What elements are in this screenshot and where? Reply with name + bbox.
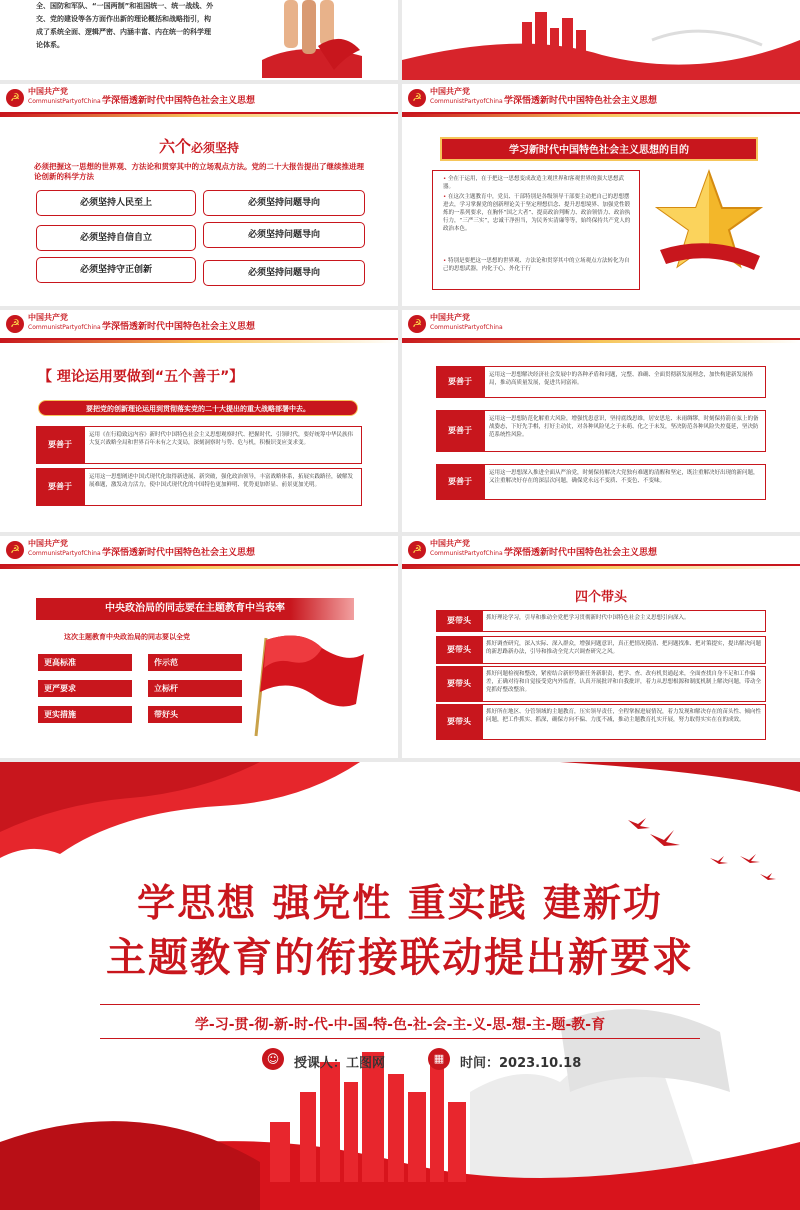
- good-tag-1: 要善于: [36, 426, 84, 464]
- must-item-3: 必须坚持守正创新: [36, 257, 196, 283]
- must-item-5: 必须坚持问题导向: [203, 222, 365, 248]
- good-text-1: 运用《在行稳致远内容》新时代中国特色社会主义思想观察时代、把握时代、引领时代，要好统筹中华民族伟大复兴战略全局和世界百年未有之大变局，深刻洞察时与势、危与机，积极识变应变求变。: [84, 426, 362, 464]
- good-text-5: 运用这一思想深入推进全面从严治党，时刻保持解决大党独有难题的清醒和坚定，既注重解决好出现的新问题，又注重解决好存在的深层次问题，确保党永远不变质、不变色、不变味。: [484, 464, 766, 500]
- header-title: 学深悟透新时代中国特色社会主义思想: [504, 548, 658, 558]
- cover-subtitle: 学-习-贯-彻-新-时-代-中-国-特-色-社-会-主-义-思-想-主-题-教-育: [194, 1017, 606, 1033]
- header-title: 学深悟透新时代中国特色社会主义思想: [102, 548, 256, 558]
- good-text-2: 运用这一思想阐述中国式现代化取得新进展、新突破，强化政治领导，丰富战略体系，拓展实践路径，破解发展难题，激发动力活力，使中国式现代化的中国特色更加鲜明、优势更加彰显、前景更加光明。: [84, 468, 362, 506]
- good-tag-3: 要善于: [436, 366, 484, 398]
- title-number: 六个: [158, 137, 191, 156]
- cover-decor: [0, 762, 800, 1210]
- must-item-2: 必须坚持自信自立: [36, 225, 196, 251]
- example-item-2: 立标杆: [148, 680, 242, 697]
- good-text-3: 运用这一思想解决经济社会发展中的各种矛盾和问题，完整、准确、全面贯彻新发展理念，加快构建新发展格局，推动高质量发展，促进共同富裕。: [484, 366, 766, 398]
- four-title: 四个带头: [574, 590, 627, 605]
- slide-four-leads: [402, 536, 800, 758]
- header-divider: [0, 114, 398, 117]
- lead-tag-3: 要带头: [436, 666, 482, 702]
- lead-tag-1: 要带头: [436, 610, 482, 632]
- lead-tag-4: 要带头: [436, 704, 482, 740]
- party-emblem-icon: ☭: [408, 541, 426, 559]
- must-item-1: 必须坚持人民至上: [36, 190, 196, 216]
- date-text: 时间：2023.10.18: [460, 1056, 582, 1071]
- cover-subtitle-rule: [100, 1004, 700, 1005]
- header-title: 学深悟透新时代中国特色社会主义思想: [102, 322, 256, 332]
- five-banner: 要把党的创新理论运用到贯彻落实党的二十大提出的重大战略部署中去。: [38, 400, 358, 416]
- lecturer-text: 授课人：工图网: [294, 1056, 386, 1071]
- header-divider: [0, 340, 398, 343]
- standard-item-1: 更高标准: [38, 654, 132, 671]
- slide-header: [402, 310, 800, 340]
- header-title: 学深悟透新时代中国特色社会主义思想: [102, 96, 256, 106]
- cover-subtitle-rule-2: [100, 1038, 700, 1039]
- bullet-2: • 在这次主题教育中，党员、干部特别是各级领导干部要主动把自己的思想摆进去，学习掌握党的创新理论关于坚定理想信念、提升思想境界、加强党性锻炼的一系列要求，在胸怀“国之大者”、提高政治判断力、政治领悟力、政治执行力，“三严三实”，忠诚干净担当，为民务实清廉等等，始终保持共产党人的政治本色。: [443, 194, 631, 232]
- raised-fists-image: [262, 0, 362, 78]
- politburo-title: 中央政治局的同志要在主题教育中当表率: [36, 598, 354, 620]
- person-icon: ☺: [262, 1048, 284, 1070]
- org-name: 中国共产党 CommunistPartyofChina: [430, 539, 503, 557]
- header-divider: [0, 566, 398, 569]
- slide-header: [402, 536, 800, 566]
- header-divider: [402, 340, 800, 343]
- calendar-icon: ▦: [428, 1048, 450, 1070]
- slide-politburo: [0, 536, 398, 758]
- example-item-1: 作示范: [148, 654, 242, 671]
- slide-top-left: [0, 0, 398, 80]
- bullet-3: • 特别是要把这一思想的世界观、方法论和贯穿其中的立场观点方法转化为自己的思想武器，内化于心、外化于行: [443, 258, 630, 272]
- party-emblem-icon: ☭: [6, 541, 24, 559]
- good-text-4: 运用这一思想防范化解重大风险，增强忧患意识，坚持底线思维，居安思危、未雨绸缪，时刻保持箭在弦上的备战姿态，下好先手棋，打好主动仗，对各种风险见之于未萌、化之于未发，坚决防范各种风险失控蔓延，坚决防范系统性风险。: [484, 410, 766, 452]
- cover-slide: [0, 762, 800, 1210]
- slide-five-goods: [0, 310, 398, 532]
- intro-text: 必须把握这一思想的世界观、方法论和贯穿其中的立场观点方法。党的二十大报告提出了继续推进理论创新的科学方法: [34, 162, 364, 181]
- must-item-4: 必须坚持问题导向: [203, 190, 365, 216]
- cover-line-1: 学思想 强党性 重实践 建新功: [137, 881, 663, 925]
- gold-star-image: [650, 164, 768, 282]
- org-name: 中国共产党 CommunistPartyofChina: [430, 313, 503, 331]
- cover-line-2: 主题教育的衔接联动提出新要求: [106, 935, 694, 981]
- five-title: 【 理论运用要做到“五个善于”】: [38, 369, 244, 385]
- must-item-6: 必须坚持问题导向: [203, 260, 365, 286]
- org-name: 中国共产党 CommunistPartyofChina: [430, 87, 503, 105]
- red-flag-image: [252, 628, 372, 738]
- good-tag-2: 要善于: [36, 468, 84, 506]
- city-skyline-image: [402, 0, 800, 80]
- bullets-box: [432, 170, 640, 290]
- party-emblem-icon: ☭: [6, 315, 24, 333]
- lead-text-2: 抓好调查研究，深入实际、深入群众，增强问题意识，真正把情况摸清、把问题找准、把对策提实，提出解决问题的新思路新办法，引导和推动全党大兴调查研究之风。: [482, 636, 766, 664]
- slide-header: [402, 84, 800, 114]
- header-title: 学深悟透新时代中国特色社会主义思想: [504, 96, 658, 106]
- bullet-1: • 全在于运用，在于把这一思想变成改造主观世界和客观世界的强大思想武器。: [443, 176, 625, 190]
- slide-header: [0, 536, 398, 566]
- standard-item-3: 更实措施: [38, 706, 132, 723]
- slide-header: [0, 310, 398, 340]
- party-emblem-icon: ☭: [408, 315, 426, 333]
- header-divider: [402, 114, 800, 117]
- title-text: 必须坚持: [191, 141, 240, 155]
- org-name: 中国共产党 CommunistPartyofChina: [28, 313, 101, 331]
- slide-six-musts: [0, 84, 398, 306]
- org-name: 中国共产党 CommunistPartyofChina: [28, 539, 101, 557]
- top-left-text: 全、国防和军队、“一国两制”和祖国统一、统一战线、外 交、党的建设等各方面作出新的理论概括和战略指引，构 成了系统全面、逻辑严密、内涵丰富、内在统一的科学理 论体系。: [36, 2, 214, 49]
- good-tag-5: 要善于: [436, 464, 484, 500]
- lead-text-4: 抓好所在地区、分管领域的主题教育，压实领导责任，全程掌握进展情况，着力发现和解决存在的苗头性、倾向性问题，把工作抓实、抓深，确保方向不偏、力度不减，推动主题教育扎实开展，努力取得实实在在的成效。: [482, 704, 766, 740]
- lead-text-1: 抓好理论学习，引导和推动全党把学习贯彻新时代中国特色社会主义思想引向深入。: [482, 610, 766, 632]
- slide-header: [0, 84, 398, 114]
- good-tag-4: 要善于: [436, 410, 484, 452]
- standard-item-2: 更严要求: [38, 680, 132, 697]
- example-item-3: 带好头: [148, 706, 242, 723]
- lead-text-3: 抓好问题检视和整改，紧密结合新形势新任务新职责，把学、查、改有机贯通起来，全面查找自身不足和工作偏差，正确对待和自觉接受党内外监督，认真开展批评和自我批评，着力从思想根源和制度机制上解决问题，带动全党抓好整改整治。: [482, 666, 766, 702]
- slide-five-goods-cont: [402, 310, 800, 532]
- org-name: 中国共产党 CommunistPartyofChina: [28, 87, 101, 105]
- slide-top-right: [402, 0, 800, 80]
- party-emblem-icon: ☭: [408, 89, 426, 107]
- politburo-sub: 这次主题教育中央政治局的同志要以全党: [64, 633, 190, 641]
- purpose-title: 学习新时代中国特色社会主义思想的目的: [440, 137, 758, 161]
- header-divider: [402, 566, 800, 569]
- slide-title: [0, 134, 398, 157]
- slide-purpose: [402, 84, 800, 306]
- lead-tag-2: 要带头: [436, 636, 482, 664]
- party-emblem-icon: ☭: [6, 89, 24, 107]
